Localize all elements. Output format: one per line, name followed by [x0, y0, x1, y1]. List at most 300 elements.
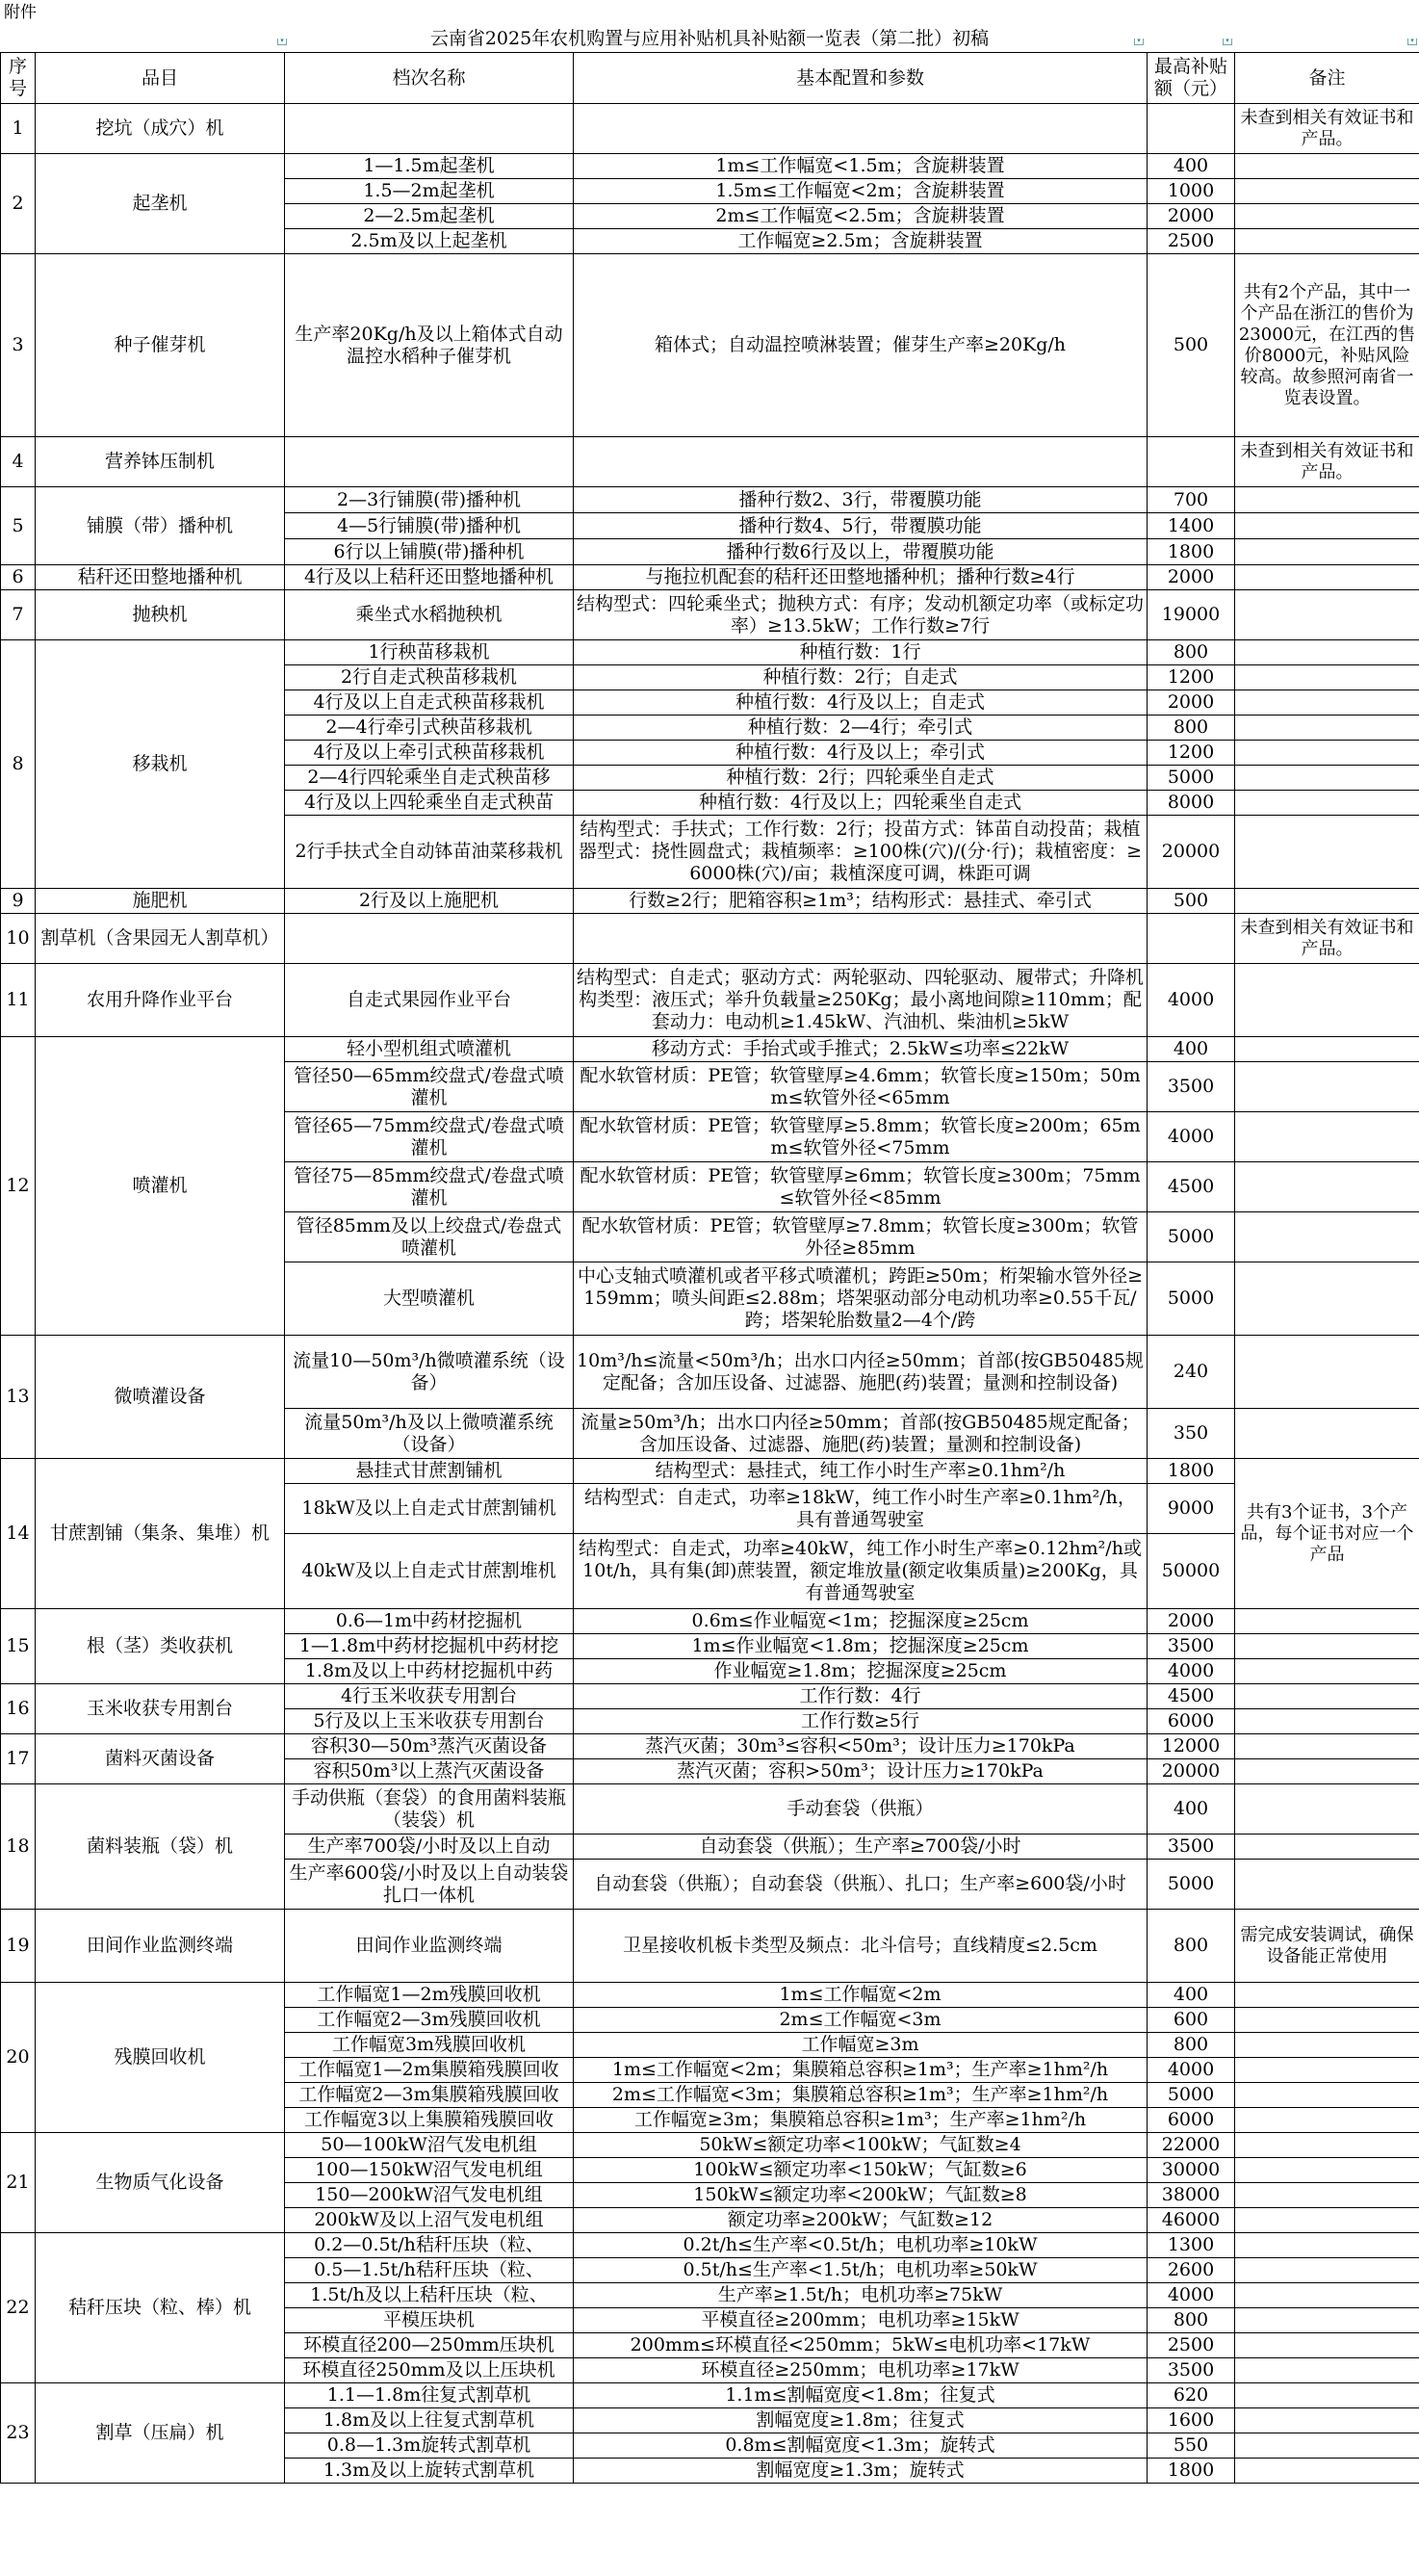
- note-cell: [1235, 2358, 1419, 2383]
- amount-cell: 1800: [1148, 1459, 1235, 1484]
- tier-cell: 2—4行牵引式秧苗移栽机: [285, 716, 574, 741]
- tier-cell: 5行及以上玉米收获专用割台: [285, 1709, 574, 1734]
- amount-cell: 1000: [1148, 179, 1235, 204]
- spec-cell: 0.2t/h≤生产率<0.5t/h；电机功率≥10kW: [574, 2233, 1148, 2258]
- spec-cell: 配水软管材质：PE管；软管壁厚≥5.8mm；软管长度≥200m；65mm≤软管外径<75mm: [574, 1112, 1148, 1162]
- item-cell: 田间作业监测终端: [36, 1910, 285, 1983]
- table-row: [1, 1910, 1419, 1983]
- note-cell: 未查到相关有效证书和产品。: [1235, 104, 1419, 154]
- note-cell: [1235, 2008, 1419, 2033]
- note-cell: [1235, 487, 1419, 513]
- table-row: [1, 1784, 1419, 1834]
- amount-cell: 2500: [1148, 229, 1235, 254]
- column-header: 档次名称: [285, 53, 574, 104]
- note-cell: [1235, 1609, 1419, 1634]
- tier-cell: 4行玉米收获专用割台: [285, 1684, 574, 1709]
- row-number-cell: 20: [1, 1983, 36, 2133]
- row-number-cell: 2: [1, 154, 36, 254]
- note-cell: [1235, 229, 1419, 254]
- row-number-cell: 14: [1, 1459, 36, 1609]
- spec-cell: 手动套袋（供瓶）: [574, 1784, 1148, 1834]
- spec-cell: 生产率≥1.5t/h；电机功率≥75kW: [574, 2283, 1148, 2308]
- note-cell: [1235, 1709, 1419, 1734]
- subsidy-table: [0, 52, 1419, 2484]
- row-number-cell: 3: [1, 254, 36, 437]
- spec-cell: 种植行数：2行；四轮乘坐自走式: [574, 766, 1148, 791]
- tier-cell: [285, 437, 574, 487]
- row-number-cell: 13: [1, 1336, 36, 1459]
- spec-cell: 自动套袋（供瓶）；生产率≥700袋/小时: [574, 1834, 1148, 1860]
- item-cell: 挖坑（成穴）机: [36, 104, 285, 154]
- note-cell: [1235, 2333, 1419, 2358]
- amount-cell: 600: [1148, 2008, 1235, 2033]
- tier-cell: 轻小型机组式喷灌机: [285, 1037, 574, 1062]
- tier-cell: 管径65—75mm绞盘式/卷盘式喷灌机: [285, 1112, 574, 1162]
- row-number-cell: 10: [1, 914, 36, 964]
- amount-cell: 5000: [1148, 766, 1235, 791]
- tier-cell: 4行及以上自走式秧苗移栽机: [285, 690, 574, 716]
- spec-cell: 种植行数：4行及以上；牵引式: [574, 741, 1148, 766]
- note-cell: [1235, 513, 1419, 539]
- row-number-cell: 16: [1, 1684, 36, 1734]
- note-cell: [1235, 1062, 1419, 1112]
- row-number-cell: 21: [1, 2133, 36, 2233]
- note-cell: [1235, 2233, 1419, 2258]
- item-cell: 残膜回收机: [36, 1983, 285, 2133]
- spec-cell: 结构型式：悬挂式，纯工作小时生产率≥0.1hm²/h: [574, 1459, 1148, 1484]
- item-cell: 菌料装瓶（袋）机: [36, 1784, 285, 1910]
- spec-cell: 工作幅宽≥3m: [574, 2033, 1148, 2058]
- row-number-cell: 6: [1, 565, 36, 590]
- spec-cell: 自动套袋（供瓶）；自动套袋（供瓶）、扎口；生产率≥600袋/小时: [574, 1860, 1148, 1910]
- amount-cell: 1800: [1148, 539, 1235, 565]
- spec-cell: 额定功率≥200kW；气缸数≥12: [574, 2208, 1148, 2233]
- note-cell: [1235, 2158, 1419, 2183]
- row-number-cell: 7: [1, 590, 36, 640]
- spec-cell: 10m³/h≤流量<50m³/h；出水口内径≥50mm；首部(按GB50485规定配备；含加压设备、过滤器、施肥(药)装置；量测和控制设备): [574, 1336, 1148, 1409]
- amount-cell: 2000: [1148, 1609, 1235, 1634]
- spec-cell: 种植行数：2—4行；牵引式: [574, 716, 1148, 741]
- spec-cell: 50kW≤额定功率<100kW；气缸数≥4: [574, 2133, 1148, 2158]
- amount-cell: 800: [1148, 2308, 1235, 2333]
- item-cell: 抛秧机: [36, 590, 285, 640]
- spec-cell: 配水软管材质：PE管；软管壁厚≥7.8mm；软管长度≥300m；软管外径≥85mm: [574, 1212, 1148, 1262]
- tier-cell: 2—4行四轮乘坐自走式秧苗移: [285, 766, 574, 791]
- note-cell: [1235, 2108, 1419, 2133]
- spec-cell: 工作幅宽≥2.5m；含旋耕装置: [574, 229, 1148, 254]
- spec-cell: 蒸汽灭菌；容积>50m³；设计压力≥170kPa: [574, 1759, 1148, 1784]
- tier-cell: 1.3m及以上旋转式割草机: [285, 2459, 574, 2484]
- tier-cell: 0.2—0.5t/h秸秆压块（粒、: [285, 2233, 574, 2258]
- item-cell: 种子催芽机: [36, 254, 285, 437]
- note-cell: [1235, 2283, 1419, 2308]
- tier-cell: 大型喷灌机: [285, 1262, 574, 1336]
- note-cell: [1235, 1212, 1419, 1262]
- row-number-cell: 11: [1, 964, 36, 1037]
- note-cell: [1235, 2058, 1419, 2083]
- row-number-cell: 19: [1, 1910, 36, 1983]
- amount-cell: 800: [1148, 640, 1235, 665]
- tier-cell: 1—1.5m起垄机: [285, 154, 574, 179]
- tier-cell: 18kW及以上自走式甘蔗割铺机: [285, 1484, 574, 1534]
- note-cell: [1235, 2308, 1419, 2333]
- tier-cell: 自走式果园作业平台: [285, 964, 574, 1037]
- row-number-cell: 8: [1, 640, 36, 889]
- row-number-cell: 22: [1, 2233, 36, 2383]
- amount-cell: 5000: [1148, 1212, 1235, 1262]
- amount-cell: [1148, 104, 1235, 154]
- tier-cell: 2—2.5m起垄机: [285, 204, 574, 229]
- amount-cell: 3500: [1148, 2358, 1235, 2383]
- table-row: [1, 640, 1419, 665]
- note-cell: [1235, 2183, 1419, 2208]
- tier-cell: 1.8m及以上往复式割草机: [285, 2408, 574, 2433]
- amount-cell: 4000: [1148, 1659, 1235, 1684]
- spec-cell: 割幅宽度≥1.3m；旋转式: [574, 2459, 1148, 2484]
- amount-cell: 400: [1148, 1983, 1235, 2008]
- tier-cell: 1行秧苗移栽机: [285, 640, 574, 665]
- tier-cell: 悬挂式甘蔗割铺机: [285, 1459, 574, 1484]
- amount-cell: 4500: [1148, 1162, 1235, 1212]
- note-cell: [1235, 2383, 1419, 2408]
- amount-cell: 38000: [1148, 2183, 1235, 2208]
- spec-cell: 结构型式：自走式，功率≥18kW，纯工作小时生产率≥0.1hm²/h，具有普通驾驶室: [574, 1484, 1148, 1534]
- filter-dropdown-icon[interactable]: ▾: [1223, 39, 1232, 45]
- note-cell: [1235, 889, 1419, 914]
- spec-cell: 150kW≤额定功率<200kW；气缸数≥8: [574, 2183, 1148, 2208]
- amount-cell: 4000: [1148, 964, 1235, 1037]
- table-row: [1, 1459, 1419, 1484]
- amount-cell: 1200: [1148, 665, 1235, 690]
- note-cell: [1235, 2133, 1419, 2158]
- item-cell: 营养钵压制机: [36, 437, 285, 487]
- item-cell: 铺膜（带）播种机: [36, 487, 285, 565]
- note-cell: [1235, 766, 1419, 791]
- amount-cell: 1600: [1148, 2408, 1235, 2433]
- spec-cell: 200mm≤环模直径<250mm；5kW≤电机功率<17kW: [574, 2333, 1148, 2358]
- tier-cell: 田间作业监测终端: [285, 1910, 574, 1983]
- amount-cell: 12000: [1148, 1734, 1235, 1759]
- tier-cell: 2.5m及以上起垄机: [285, 229, 574, 254]
- note-cell: [1235, 2258, 1419, 2283]
- amount-cell: 500: [1148, 889, 1235, 914]
- note-cell: [1235, 716, 1419, 741]
- spec-cell: 种植行数：1行: [574, 640, 1148, 665]
- amount-cell: 5000: [1148, 2083, 1235, 2108]
- spec-cell: 工作行数≥5行: [574, 1709, 1148, 1734]
- row-number-cell: 4: [1, 437, 36, 487]
- spec-cell: 1.1m≤割幅宽度<1.8m；往复式: [574, 2383, 1148, 2408]
- amount-cell: [1148, 437, 1235, 487]
- item-cell: 施肥机: [36, 889, 285, 914]
- note-cell: [1235, 1860, 1419, 1910]
- attachment-label: 附件: [4, 3, 37, 22]
- row-number-cell: 1: [1, 104, 36, 154]
- spec-cell: 环模直径≥250mm；电机功率≥17kW: [574, 2358, 1148, 2383]
- spec-cell: 种植行数：4行及以上；四轮乘坐自走式: [574, 791, 1148, 816]
- spec-cell: 结构型式：四轮乘坐式；抛秧方式：有序；发动机额定功率（或标定功率）≥13.5kW；工作行数≥7行: [574, 590, 1148, 640]
- filter-dropdown-icon[interactable]: ▾: [277, 39, 287, 45]
- row-number-cell: 12: [1, 1037, 36, 1336]
- row-number-cell: 18: [1, 1784, 36, 1910]
- amount-cell: 6000: [1148, 2108, 1235, 2133]
- amount-cell: 4000: [1148, 2058, 1235, 2083]
- tier-cell: 50—100kW沼气发电机组: [285, 2133, 574, 2158]
- table-row: [1, 1336, 1419, 1409]
- note-cell: [1235, 791, 1419, 816]
- table-row: [1, 590, 1419, 640]
- amount-cell: [1148, 914, 1235, 964]
- tier-cell: 2—3行铺膜(带)播种机: [285, 487, 574, 513]
- tier-cell: 4—5行铺膜(带)播种机: [285, 513, 574, 539]
- spec-cell: 中心支轴式喷灌机或者平移式喷灌机；跨距≥50m；桁架输水管外径≥159mm；喷头间距≤2.88m；塔架驱动部分电动机功率≥0.55千瓦/跨；塔架轮胎数量2—4个/跨: [574, 1262, 1148, 1336]
- note-cell: [1235, 2033, 1419, 2058]
- note-cell: 需完成安装调试，确保设备能正常使用: [1235, 1910, 1419, 1983]
- note-cell: [1235, 2208, 1419, 2233]
- amount-cell: 5000: [1148, 1860, 1235, 1910]
- table-row: [1, 2233, 1419, 2258]
- table-row: [1, 154, 1419, 179]
- spec-cell: 割幅宽度≥1.8m；往复式: [574, 2408, 1148, 2433]
- amount-cell: 6000: [1148, 1709, 1235, 1734]
- note-cell: [1235, 2459, 1419, 2484]
- column-header: 最高补贴额（元）: [1148, 53, 1235, 104]
- tier-cell: 200kW及以上沼气发电机组: [285, 2208, 574, 2233]
- tier-cell: 6行以上铺膜(带)播种机: [285, 539, 574, 565]
- tier-cell: 40kW及以上自走式甘蔗割堆机: [285, 1534, 574, 1609]
- item-cell: 喷灌机: [36, 1037, 285, 1336]
- note-cell: 共有3个证书，3个产品，每个证书对应一个产品: [1235, 1459, 1419, 1609]
- spec-cell: 0.8m≤割幅宽度<1.3m；旋转式: [574, 2433, 1148, 2459]
- amount-cell: 2000: [1148, 565, 1235, 590]
- tier-cell: 4行及以上牵引式秧苗移栽机: [285, 741, 574, 766]
- amount-cell: 19000: [1148, 590, 1235, 640]
- amount-cell: 800: [1148, 2033, 1235, 2058]
- note-cell: [1235, 1336, 1419, 1409]
- item-cell: 根（茎）类收获机: [36, 1609, 285, 1684]
- tier-cell: 工作幅宽3m残膜回收机: [285, 2033, 574, 2058]
- note-cell: [1235, 1659, 1419, 1684]
- table-row: [1, 1983, 1419, 2008]
- note-cell: [1235, 1759, 1419, 1784]
- tier-cell: 手动供瓶（套袋）的食用菌料装瓶（装袋）机: [285, 1784, 574, 1834]
- note-cell: [1235, 1037, 1419, 1062]
- amount-cell: 800: [1148, 716, 1235, 741]
- amount-cell: 1300: [1148, 2233, 1235, 2258]
- table-row: [1, 889, 1419, 914]
- spec-cell: 播种行数6行及以上，带覆膜功能: [574, 539, 1148, 565]
- spec-cell: 0.5t/h≤生产率<1.5t/h；电机功率≥50kW: [574, 2258, 1148, 2283]
- table-row: [1, 2133, 1419, 2158]
- item-cell: 菌料灭菌设备: [36, 1734, 285, 1784]
- table-row: [1, 964, 1419, 1037]
- row-number-cell: 17: [1, 1734, 36, 1784]
- note-cell: [1235, 590, 1419, 640]
- tier-cell: 1—1.8m中药材挖掘机中药材挖: [285, 1634, 574, 1659]
- filter-dropdown-icon[interactable]: ▾: [1407, 39, 1417, 45]
- note-cell: [1235, 741, 1419, 766]
- spec-cell: 0.6m≤作业幅宽<1m；挖掘深度≥25cm: [574, 1609, 1148, 1634]
- column-header: 备注: [1235, 53, 1419, 104]
- amount-cell: 2600: [1148, 2258, 1235, 2283]
- note-cell: [1235, 154, 1419, 179]
- table-row: [1, 565, 1419, 590]
- note-cell: [1235, 665, 1419, 690]
- spec-cell: 种植行数：4行及以上；自走式: [574, 690, 1148, 716]
- spec-cell: 1m≤工作幅宽<1.5m；含旋耕装置: [574, 154, 1148, 179]
- amount-cell: 1200: [1148, 741, 1235, 766]
- spec-cell: 行数≥2行；肥箱容积≥1m³；结构形式：悬挂式、牵引式: [574, 889, 1148, 914]
- note-cell: [1235, 565, 1419, 590]
- amount-cell: 800: [1148, 1910, 1235, 1983]
- tier-cell: 流量50m³/h及以上微喷灌系统（设备）: [285, 1409, 574, 1459]
- tier-cell: 流量10—50m³/h微喷灌系统（设备）: [285, 1336, 574, 1409]
- amount-cell: 4000: [1148, 1112, 1235, 1162]
- item-cell: 起垄机: [36, 154, 285, 254]
- item-cell: 移栽机: [36, 640, 285, 889]
- amount-cell: 30000: [1148, 2158, 1235, 2183]
- spec-cell: 工作幅宽≥3m；集膜箱总容积≥1m³；生产率≥1hm²/h: [574, 2108, 1148, 2133]
- amount-cell: 240: [1148, 1336, 1235, 1409]
- amount-cell: 1800: [1148, 2459, 1235, 2484]
- spec-cell: 箱体式；自动温控喷淋装置；催芽生产率≥20Kg/h: [574, 254, 1148, 437]
- item-cell: 秸秆压块（粒、棒）机: [36, 2233, 285, 2383]
- note-cell: [1235, 1162, 1419, 1212]
- amount-cell: 50000: [1148, 1534, 1235, 1609]
- note-cell: [1235, 2083, 1419, 2108]
- table-row: [1, 437, 1419, 487]
- spec-cell: 结构型式：自走式，功率≥40kW，纯工作小时生产率≥0.12hm²/h或10t/h，具有集(卸)蔗装置，额定堆放量(额定收集质量)≥200Kg，具有普通驾驶室: [574, 1534, 1148, 1609]
- table-header-row: [1, 53, 1419, 104]
- note-cell: 共有2个产品，其中一个产品在浙江的售价为23000元，在江西的售价8000元，补贴风险较高。故参照河南省一览表设置。: [1235, 254, 1419, 437]
- table-row: [1, 104, 1419, 154]
- table-row: [1, 254, 1419, 437]
- spec-cell: [574, 104, 1148, 154]
- spec-cell: 配水软管材质：PE管；软管壁厚≥6mm；软管长度≥300m；75mm≤软管外径<85mm: [574, 1162, 1148, 1212]
- spec-cell: 100kW≤额定功率<150kW；气缸数≥6: [574, 2158, 1148, 2183]
- tier-cell: 乘坐式水稻抛秧机: [285, 590, 574, 640]
- amount-cell: 1400: [1148, 513, 1235, 539]
- amount-cell: 20000: [1148, 1759, 1235, 1784]
- column-header: 序号: [1, 53, 36, 104]
- column-header: 品目: [36, 53, 285, 104]
- tier-cell: 工作幅宽3以上集膜箱残膜回收: [285, 2108, 574, 2133]
- table-row: [1, 914, 1419, 964]
- tier-cell: 管径85mm及以上绞盘式/卷盘式喷灌机: [285, 1212, 574, 1262]
- amount-cell: 3500: [1148, 1634, 1235, 1659]
- table-row: [1, 487, 1419, 513]
- spec-cell: 种植行数：2行；自走式: [574, 665, 1148, 690]
- note-cell: [1235, 1112, 1419, 1162]
- spec-cell: 与拖拉机配套的秸秆还田整地播种机；播种行数≥4行: [574, 565, 1148, 590]
- tier-cell: 平模压块机: [285, 2308, 574, 2333]
- amount-cell: 3500: [1148, 1834, 1235, 1860]
- tier-cell: 工作幅宽2—3m残膜回收机: [285, 2008, 574, 2033]
- amount-cell: 8000: [1148, 791, 1235, 816]
- amount-cell: 550: [1148, 2433, 1235, 2459]
- amount-cell: 4500: [1148, 1684, 1235, 1709]
- spec-cell: 结构型式：自走式；驱动方式：两轮驱动、四轮驱动、履带式；升降机构类型：液压式；举升负载量≥250Kg；最小离地间隙≥110mm；配套动力：电动机≥1.45kW、汽油机、柴油机≥5kW: [574, 964, 1148, 1037]
- note-cell: [1235, 1834, 1419, 1860]
- amount-cell: 22000: [1148, 2133, 1235, 2158]
- table-row: [1, 1609, 1419, 1634]
- amount-cell: 5000: [1148, 1262, 1235, 1336]
- note-cell: [1235, 2433, 1419, 2459]
- tier-cell: [285, 104, 574, 154]
- row-number-cell: 5: [1, 487, 36, 565]
- spec-cell: 1m≤工作幅宽<2m: [574, 1983, 1148, 2008]
- table-row: [1, 1037, 1419, 1062]
- row-number-cell: 9: [1, 889, 36, 914]
- note-cell: [1235, 204, 1419, 229]
- tier-cell: 2行自走式秧苗移栽机: [285, 665, 574, 690]
- table-row: [1, 2383, 1419, 2408]
- note-cell: [1235, 1684, 1419, 1709]
- amount-cell: 20000: [1148, 816, 1235, 889]
- note-cell: [1235, 1262, 1419, 1336]
- tier-cell: 2行手扶式全自动钵苗油菜移栽机: [285, 816, 574, 889]
- amount-cell: 46000: [1148, 2208, 1235, 2233]
- spec-cell: 流量≥50m³/h；出水口内径≥50mm；首部(按GB50485规定配备；含加压设备、过滤器、施肥(药)装置；量测和控制设备): [574, 1409, 1148, 1459]
- spec-cell: 平模直径≥200mm；电机功率≥15kW: [574, 2308, 1148, 2333]
- item-cell: 甘蔗割铺（集条、集堆）机: [36, 1459, 285, 1609]
- tier-cell: 生产率20Kg/h及以上箱体式自动温控水稻种子催芽机: [285, 254, 574, 437]
- filter-dropdown-icon[interactable]: ▾: [1134, 39, 1144, 45]
- spec-cell: 播种行数2、3行，带覆膜功能: [574, 487, 1148, 513]
- item-cell: 微喷灌设备: [36, 1336, 285, 1459]
- item-cell: 割草（压扁）机: [36, 2383, 285, 2484]
- amount-cell: 4000: [1148, 2283, 1235, 2308]
- note-cell: [1235, 2408, 1419, 2433]
- spec-cell: 工作行数：4行: [574, 1684, 1148, 1709]
- spec-cell: 卫星接收机板卡类型及频点：北斗信号；直线精度≤2.5cm: [574, 1910, 1148, 1983]
- spec-cell: 播种行数4、5行，带覆膜功能: [574, 513, 1148, 539]
- tier-cell: 1.1—1.8m往复式割草机: [285, 2383, 574, 2408]
- note-cell: [1235, 179, 1419, 204]
- row-number-cell: 15: [1, 1609, 36, 1684]
- amount-cell: 400: [1148, 154, 1235, 179]
- row-number-cell: 23: [1, 2383, 36, 2484]
- tier-cell: 工作幅宽1—2m集膜箱残膜回收: [285, 2058, 574, 2083]
- tier-cell: 管径50—65mm绞盘式/卷盘式喷灌机: [285, 1062, 574, 1112]
- note-cell: [1235, 1983, 1419, 2008]
- note-cell: [1235, 640, 1419, 665]
- amount-cell: 2500: [1148, 2333, 1235, 2358]
- note-cell: [1235, 539, 1419, 565]
- spec-cell: [574, 437, 1148, 487]
- amount-cell: 500: [1148, 254, 1235, 437]
- tier-cell: 容积30—50m³蒸汽灭菌设备: [285, 1734, 574, 1759]
- item-cell: 割草机（含果园无人割草机）: [36, 914, 285, 964]
- note-cell: [1235, 1409, 1419, 1459]
- amount-cell: 620: [1148, 2383, 1235, 2408]
- note-cell: [1235, 816, 1419, 889]
- note-cell: [1235, 964, 1419, 1037]
- table-row: [1, 1734, 1419, 1759]
- amount-cell: 350: [1148, 1409, 1235, 1459]
- amount-cell: 2000: [1148, 690, 1235, 716]
- spec-cell: 1.5m≤工作幅宽<2m；含旋耕装置: [574, 179, 1148, 204]
- tier-cell: 生产率600袋/小时及以上自动装袋扎口一体机: [285, 1860, 574, 1910]
- amount-cell: 700: [1148, 487, 1235, 513]
- spec-cell: 配水软管材质：PE管；软管壁厚≥4.6mm；软管长度≥150m；50mm≤软管外径<65mm: [574, 1062, 1148, 1112]
- spec-cell: [574, 914, 1148, 964]
- spec-cell: 作业幅宽≥1.8m；挖掘深度≥25cm: [574, 1659, 1148, 1684]
- tier-cell: 100—150kW沼气发电机组: [285, 2158, 574, 2183]
- item-cell: 玉米收获专用割台: [36, 1684, 285, 1734]
- tier-cell: 4行及以上四轮乘坐自走式秧苗: [285, 791, 574, 816]
- item-cell: 秸秆还田整地播种机: [36, 565, 285, 590]
